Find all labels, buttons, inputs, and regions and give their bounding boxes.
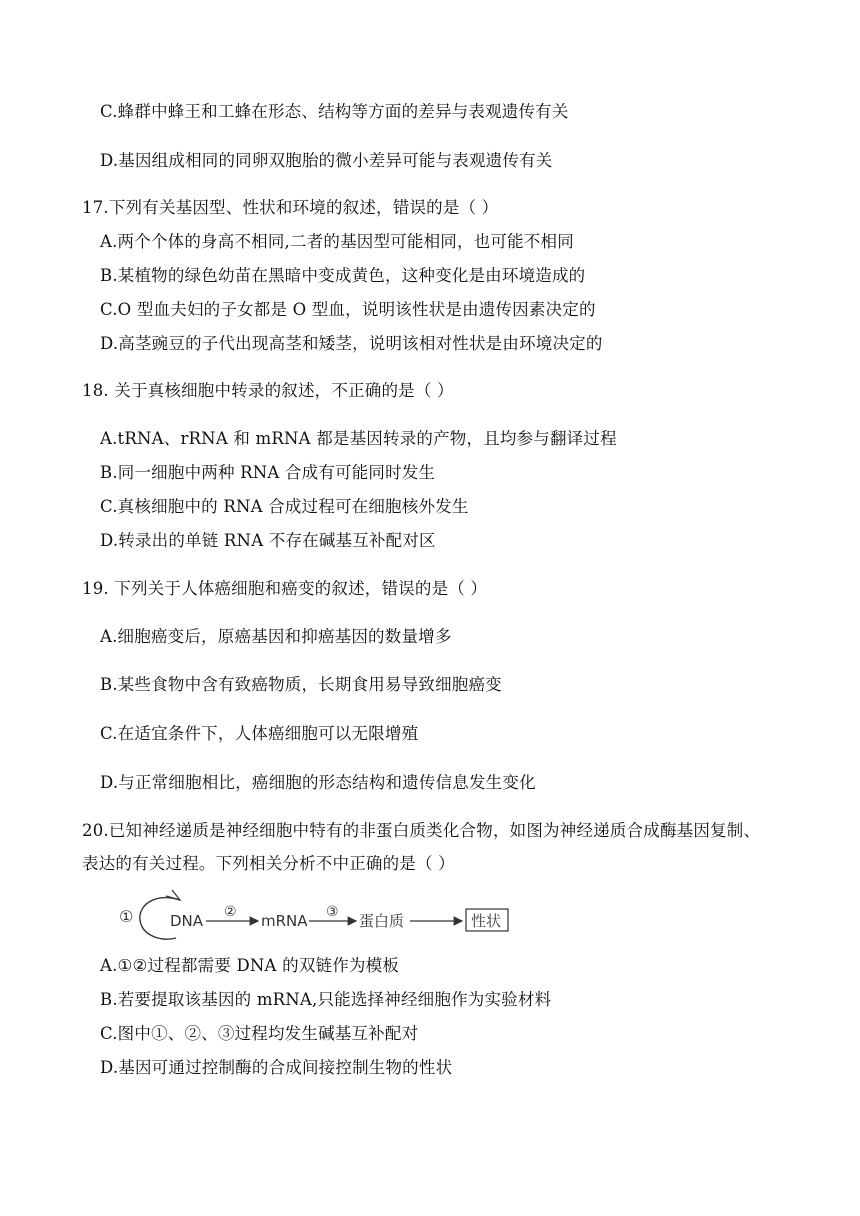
q20-option-a: A.①②过程都需要 DNA 的双链作为模板 <box>100 956 400 975</box>
diagram-step3-label: ③ <box>326 904 339 920</box>
q19-option-a: A.细胞癌变后，原癌基因和抑癌基因的数量增多 <box>100 627 452 646</box>
diagram-step2-label: ② <box>224 904 237 920</box>
gene-expression-diagram <box>110 888 530 946</box>
q17-option-a: A.两个个体的身高不相同,二者的基因型可能相同，也可能不相同 <box>100 232 574 251</box>
diagram-mrna-label: mRNA <box>261 912 308 930</box>
diagram-dna-label: DNA <box>170 912 204 930</box>
q19-option-b: B.某些食物中含有致癌物质，长期食用易导致细胞癌变 <box>100 675 502 694</box>
q17-option-b: B.某植物的绿色幼苗在黑暗中变成黄色，这种变化是由环境造成的 <box>100 266 586 285</box>
q20-option-c: C.图中①、②、③过程均发生碱基互补配对 <box>100 1024 419 1043</box>
diagram-trait-label: 性状 <box>471 912 502 930</box>
q20-stem-line2: 表达的有关过程。下列相关分析不中正确的是（ ） <box>82 854 455 873</box>
q19-stem: 19. 下列关于人体癌细胞和癌变的叙述，错误的是（ ） <box>82 579 488 598</box>
q17-option-d: D.高茎豌豆的子代出现高茎和矮茎，说明该相对性状是由环境决定的 <box>100 334 603 353</box>
q19-option-c: C.在适宜条件下，人体癌细胞可以无限增殖 <box>100 724 419 743</box>
q16-option-c: C.蜂群中蜂王和工蜂在形态、结构等方面的差异与表观遗传有关 <box>100 102 569 121</box>
q18-option-c: C.真核细胞中的 RNA 合成过程可在细胞核外发生 <box>100 497 469 516</box>
q20-stem-line1: 20.已知神经递质是神经细胞中特有的非蛋白质类化合物，如图为神经递质合成酶基因复制、 <box>82 821 761 840</box>
diagram-protein-label: 蛋白质 <box>359 912 405 930</box>
q17-stem: 17.下列有关基因型、性状和环境的叙述，错误的是（ ） <box>82 198 499 217</box>
diagram-step1-label: ① <box>119 907 134 926</box>
q19-option-d: D.与正常细胞相比，癌细胞的形态结构和遗传信息发生变化 <box>100 773 536 792</box>
q20-option-b: B.若要提取该基因的 mRNA,只能选择神经细胞作为实验材料 <box>100 990 552 1009</box>
q17-option-c: C.O 型血夫妇的子女都是 O 型血，说明该性状是由遗传因素决定的 <box>100 300 596 319</box>
q18-option-b: B.同一细胞中两种 RNA 合成有可能同时发生 <box>100 463 436 482</box>
q20-option-d: D.基因可通过控制酶的合成间接控制生物的性状 <box>100 1058 453 1077</box>
q18-option-a: A.tRNA、rRNA 和 mRNA 都是基因转录的产物，且均参与翻译过程 <box>100 429 617 448</box>
q16-option-d: D.基因组成相同的同卵双胞胎的微小差异可能与表观遗传有关 <box>100 151 553 170</box>
q18-option-d: D.转录出的单链 RNA 不存在碱基互补配对区 <box>100 531 436 550</box>
q18-stem: 18. 关于真核细胞中转录的叙述，不正确的是（ ） <box>82 381 454 400</box>
